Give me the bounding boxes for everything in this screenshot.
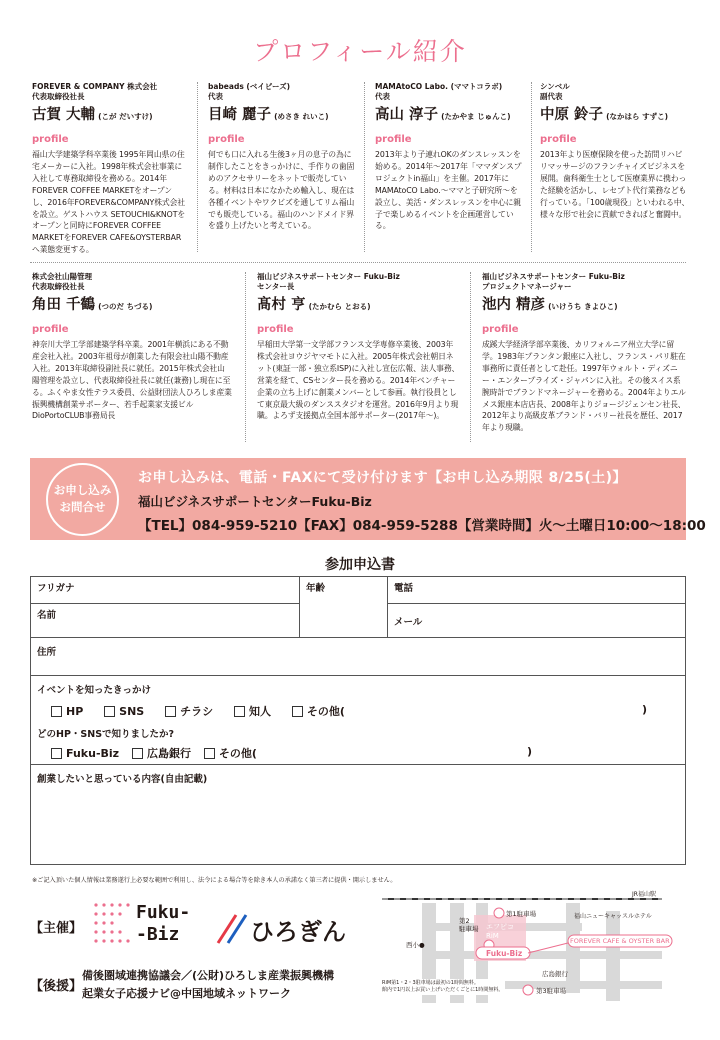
source-section [31, 676, 686, 765]
profile-label: profile [208, 133, 245, 145]
profile-position: 代表取締役社長 [32, 281, 85, 291]
access-map [376, 885, 686, 1005]
hotel-label: 福山ニューキャッスルホテル [574, 913, 652, 920]
mail-label: メール [394, 616, 423, 628]
phone-label: 電話 [394, 583, 414, 594]
profile-kana: (こが だいすけ) [98, 111, 153, 121]
profile-org: シンベル [540, 82, 570, 91]
checkbox[interactable] [132, 748, 143, 759]
logo-line-1: Fuku- [136, 902, 191, 923]
support-line-1: 備後圏域連携協議会／(公財)ひろしま産業振興機構 [82, 969, 335, 982]
divider [197, 82, 198, 252]
divider [470, 272, 471, 442]
profile-takamura [257, 272, 460, 422]
profile-name: 高山 淳子 [375, 106, 439, 123]
business-label: 創業したいと思っている内容(自由記載) [37, 774, 208, 785]
parking-note: RiM第1・2・3駐車場は最初の1時間無料。 館内で1円以上お買い上げいただくごとに1時間無料。 [382, 980, 504, 993]
mail-field[interactable] [388, 604, 686, 638]
option-sns[interactable]: SNS [104, 705, 144, 718]
profile-body: 福山大学建築学科卒業後 1995年岡山県の住宅メーカーに入社。1998年株式会社事業に入社して専務取締役を務める。2014年FOREVER COFFEE MARKETをオープンし、2016年FOREVER&COMPANY株式会社を設立。ゲストハウス SETOUCHI&KNOTをオープンと同時にFOREVER COFFEE MARKETをFOREVER CAFE&OYSTERBARへ業態変更する。 [32, 150, 186, 255]
furigana-field[interactable] [31, 577, 300, 604]
option-hiroshima-bank[interactable]: 広島銀行 [132, 747, 191, 760]
parking-2-label: 第2 駐車場 [459, 917, 479, 933]
checkbox[interactable] [204, 748, 215, 759]
profile-org: FOREVER & COMPANY 株式会社 [32, 82, 158, 91]
profile-position: 代表 [375, 91, 390, 101]
logo-line-2: -Biz [136, 924, 180, 945]
profile-kana: (たかやま じゅんこ) [441, 111, 511, 121]
profile-name: 髙村 亨 [257, 296, 306, 313]
option-other-2[interactable]: その他( [204, 747, 257, 760]
profile-body: 何でも口に入れる生後3ヶ月の息子の為に制作したことをきっかけに、手作りの歯固めのアクセサリーをネットで販売している。材料は日本になかため輸入し、現在は各種イベントやワクビズを通してリム福山でも販売している。福山のハンドメイド界を盛り上げたいと考えている。 [208, 150, 355, 231]
furigana-label: フリガナ [37, 583, 75, 594]
option-other[interactable]: その他( [292, 705, 345, 718]
profile-name: 古賀 大輔 [32, 106, 96, 123]
profile-position: プロジェクトマネージャー [482, 281, 572, 291]
other-close-paren-2: ) [527, 745, 533, 758]
profile-name: 角田 千鶴 [32, 296, 96, 313]
profile-org: MAMAtoCO Labo. (ママトコラボ) [375, 82, 503, 91]
building-label: エフピコ RiM [486, 923, 514, 940]
sns-question: どのHP・SNSで知りましたか? [37, 729, 175, 740]
profile-kana: (つのだ ちづる) [98, 301, 153, 311]
profile-name: 中原 鈴子 [540, 106, 604, 123]
profile-kana: (めさき れいこ) [274, 111, 329, 121]
profile-body: 神奈川大学工学部建築学科卒業。2001年横浜にある不動産会社入社。2003年祖母が創業した有限会社山陽不動産入社。2013年取締役副社長に就任。2015年株式会社山陽管理を設立し、代表取締役社長に就任(兼務)し現在に至る。ふくやま女性テラス委員、公益財団法人ひろしま産業振興機構創業サポーター、若手起業家支援ビルDioPortoCLUB事務局長 [32, 340, 232, 421]
profile-tsunoda [32, 272, 232, 422]
privacy-note: ※ご記入頂いた個人情報は業務遂行上必要な範囲で利用し、法令による場合等を除き本人の承諾なく第三者に提供・開示しません。 [32, 877, 397, 884]
parking-1-label: 第1駐車場 [506, 910, 537, 918]
divider [364, 82, 365, 252]
checkbox[interactable] [165, 706, 176, 717]
cafe-label: FOREVER CAFE & OYSTER BAR [570, 937, 670, 945]
fukubiz-logo [92, 900, 191, 950]
profile-body: 2013年より医療保険を使った訪問リハビリマッサージのフランチャイズビジネスを展開。歯科衛生士として医療業界に携わった経験を活かし、レセプト代行業務なども行っている。「100歳現役」といわれる中、様々な形で社会に貢献できればと奮闘中。 [540, 150, 690, 219]
profile-body: 成蹊大学経済学部卒業後、カリフォルニア州立大学に留学。1983年プランタン銀座に入社し、フランス・パリ駐在事務所に責任者として赴任。1997年ウォルト・ディズニー・エンタープライズ・ジャパンに入社。その後スイス系腕時計でブランドマネージャーを務める。2004年よりエルメス銀座本店店長、2008年よりジョージジェンセン社長、2012年より高級皮革ブランド・バリー社長を歴任、2017年より現職。 [482, 340, 686, 433]
profile-kana: (なかはら すずこ) [606, 111, 669, 121]
profile-body: 早稲田大学第一文学部フランス文学専修卒業後、2003年株式会社ヨウジヤマモトに入社。2005年株式会社朝日ネット(東証一部・独立系ISP)に入社し宣伝広報、法人事務、営業を経て、CSセンター長を務める。2014年ベンチャー企業の立ち上げに創業メンバーとして参画。執行役員として東京最大級のダンススタジオを運営。2016年9月より現職。よろず支援拠点全国本部サポーター(2017年〜)。 [257, 340, 460, 421]
address-label: 住所 [37, 647, 57, 658]
profile-ikeuchi [482, 272, 688, 434]
profile-body: 2013年より子連れOKのダンスレッスンを始める。2014年〜2017年「ママダンスプロジェクトin福山」を主催。2017年にMAMAtoCO Labo.〜ママと子研究所〜を設立し、美活・ダンスレッスンを中心に親子で楽しめるイベントを企画運営している。 [375, 150, 522, 231]
profile-label: profile [257, 323, 294, 335]
checkbox[interactable] [292, 706, 303, 717]
profile-takayama [375, 82, 525, 232]
option-hp[interactable]: HP [51, 705, 83, 718]
profile-org: 福山ビジネスサポートセンター Fuku-Biz [482, 272, 625, 281]
contact-circle [46, 463, 119, 536]
form-title: 参加申込書 [325, 557, 395, 573]
source-question: イベントを知ったきっかけ [37, 685, 152, 696]
banner-headline: お申し込みは、電話・FAXにて受け付けます【お申し込み期限 8/25(土)】 [138, 470, 627, 486]
checkbox[interactable] [51, 748, 62, 759]
support-line-2: 起業女子応援ナビ@中国地域ネットワーク [82, 986, 291, 1000]
profile-mesaki [208, 82, 358, 232]
profile-position: センター長 [257, 281, 295, 291]
age-label: 年齢 [306, 583, 326, 594]
profile-name: 目崎 麗子 [208, 106, 272, 123]
profile-name: 池内 精彦 [482, 296, 546, 313]
other-close-paren: ) [642, 703, 648, 716]
phone-field[interactable] [388, 577, 686, 604]
banner-contact-info: 【TEL】084-959-5210【FAX】084-959-5288【営業時間】火〜土曜日10:00〜18:00 [138, 518, 706, 534]
profile-label: profile [375, 133, 412, 145]
banner-center-name: 福山ビジネスサポートセンターFuku-Biz [138, 494, 372, 509]
profile-kana: (たかむら とおる) [308, 301, 371, 311]
option-flyer[interactable]: チラシ [165, 705, 213, 718]
option-fukubiz[interactable]: Fuku-Biz [51, 747, 119, 760]
profile-label: profile [482, 323, 519, 335]
address-field[interactable] [31, 638, 686, 676]
hirogin-wordmark: ひろぎん [250, 918, 346, 946]
circle-line-1: お申し込み [53, 483, 112, 497]
support-tag: 【後援】 [30, 979, 83, 994]
organizer-tag: 【主催】 [30, 921, 83, 936]
profile-kana: (いけうち きよひこ) [548, 301, 618, 311]
age-field[interactable] [300, 577, 388, 638]
slash-mark-icon [214, 910, 250, 946]
hirogin-logo [214, 910, 354, 950]
profile-org: 福山ビジネスサポートセンター Fuku-Biz [257, 272, 400, 281]
profile-position: 代表 [208, 91, 223, 101]
option-acquaintance[interactable]: 知人 [234, 705, 271, 718]
name-label: 名前 [37, 610, 57, 621]
fukubiz-map-label: Fuku-Biz [486, 949, 523, 958]
divider [531, 82, 532, 252]
profile-org: 株式会社山陽管理 [32, 272, 92, 281]
checkbox[interactable] [104, 706, 115, 717]
circle-line-2: お問合せ [59, 499, 106, 514]
profile-nakahara [540, 82, 690, 220]
support-orgs [82, 967, 334, 1002]
page-title: プロフィール紹介 [253, 37, 467, 66]
business-field[interactable] [31, 765, 686, 865]
application-form [30, 576, 686, 865]
profile-org: babeads (ベイビーズ) [208, 82, 291, 91]
dot-grid-icon [92, 900, 134, 950]
profile-label: profile [540, 133, 577, 145]
bank-label: 広島銀行 [542, 970, 568, 978]
profile-position: 副代表 [540, 91, 563, 101]
checkbox[interactable] [234, 706, 245, 717]
profile-label: profile [32, 323, 69, 335]
name-field[interactable] [31, 604, 300, 638]
profile-koga [32, 82, 187, 256]
divider [245, 272, 246, 442]
row-divider [30, 262, 686, 263]
jr-station-label: JR福山駅 [632, 891, 656, 898]
checkbox[interactable] [51, 706, 62, 717]
school-label: 西小● [406, 941, 425, 949]
parking-3-label: 第3駐車場 [536, 987, 567, 995]
profile-label: profile [32, 133, 69, 145]
profile-position: 代表取締役社長 [32, 91, 85, 101]
